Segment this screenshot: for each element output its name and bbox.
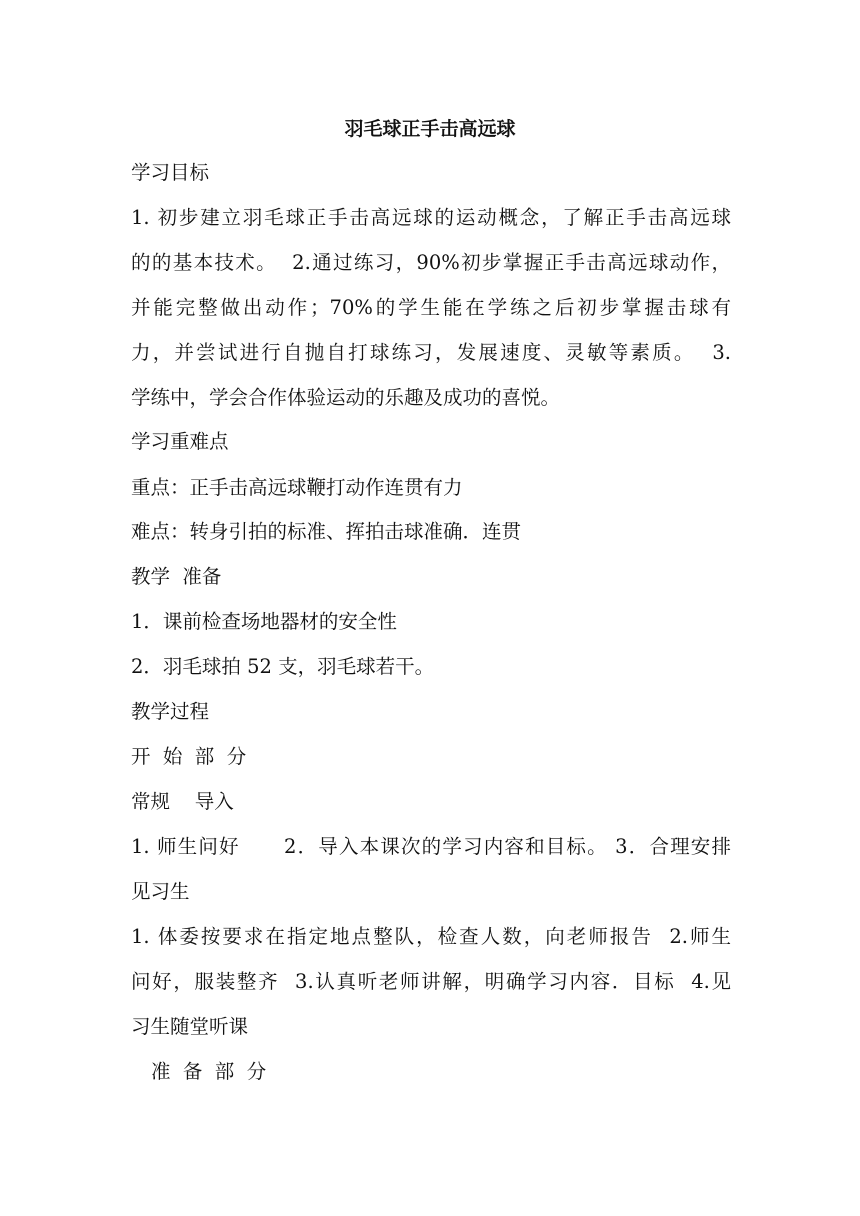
paragraph-line: 的的基本技术。 2.通过练习，90%初步掌握正手击高远球动作， xyxy=(131,251,731,274)
paragraph-line: 1. 体委按要求在指定地点整队，检查人数，向老师报告 2.师生 xyxy=(131,925,731,948)
paragraph-line: 见习生 xyxy=(131,880,190,903)
paragraph-line: 并能完整做出动作；70%的学生能在学练之后初步掌握击球有 xyxy=(131,296,731,319)
document-title: 羽毛球正手击高远球 xyxy=(344,118,516,140)
paragraph-line: 1. 师生问好 2．导入本课次的学习内容和目标。 3．合理安排 xyxy=(131,835,731,858)
paragraph-line: 问好，服装整齐 3.认真听老师讲解，明确学习内容．目标 4.见 xyxy=(131,970,731,993)
section-routine: 常规 导入 xyxy=(131,790,234,813)
section-start: 开 始 部 分 xyxy=(131,745,247,768)
heading-process: 教学过程 xyxy=(131,700,210,723)
paragraph-line: 1. 初步建立羽毛球正手击高远球的运动概念，了解正手击高远球 xyxy=(131,206,731,229)
paragraph-line: 力，并尝试进行自抛自打球练习，发展速度、灵敏等素质。 3. xyxy=(131,341,731,364)
heading-preparation: 教学 准备 xyxy=(131,565,222,588)
section-prep-part: 准 备 部 分 xyxy=(151,1060,267,1083)
paragraph-line: 习生随堂听课 xyxy=(131,1015,249,1038)
heading-key-points: 学习重难点 xyxy=(131,430,229,453)
preparation-item: 2．羽毛球拍 52 支，羽毛球若干。 xyxy=(131,655,435,678)
key-point-line: 重点：正手击高远球鞭打动作连贯有力 xyxy=(131,476,463,499)
heading-learning-goals: 学习目标 xyxy=(131,161,210,184)
paragraph-line: 学练中，学会合作体验运动的乐趣及成功的喜悦。 xyxy=(131,386,561,409)
preparation-item: 1．课前检查场地器材的安全性 xyxy=(131,610,397,633)
difficulty-line: 难点：转身引拍的标准、挥拍击球准确．连贯 xyxy=(131,520,522,543)
